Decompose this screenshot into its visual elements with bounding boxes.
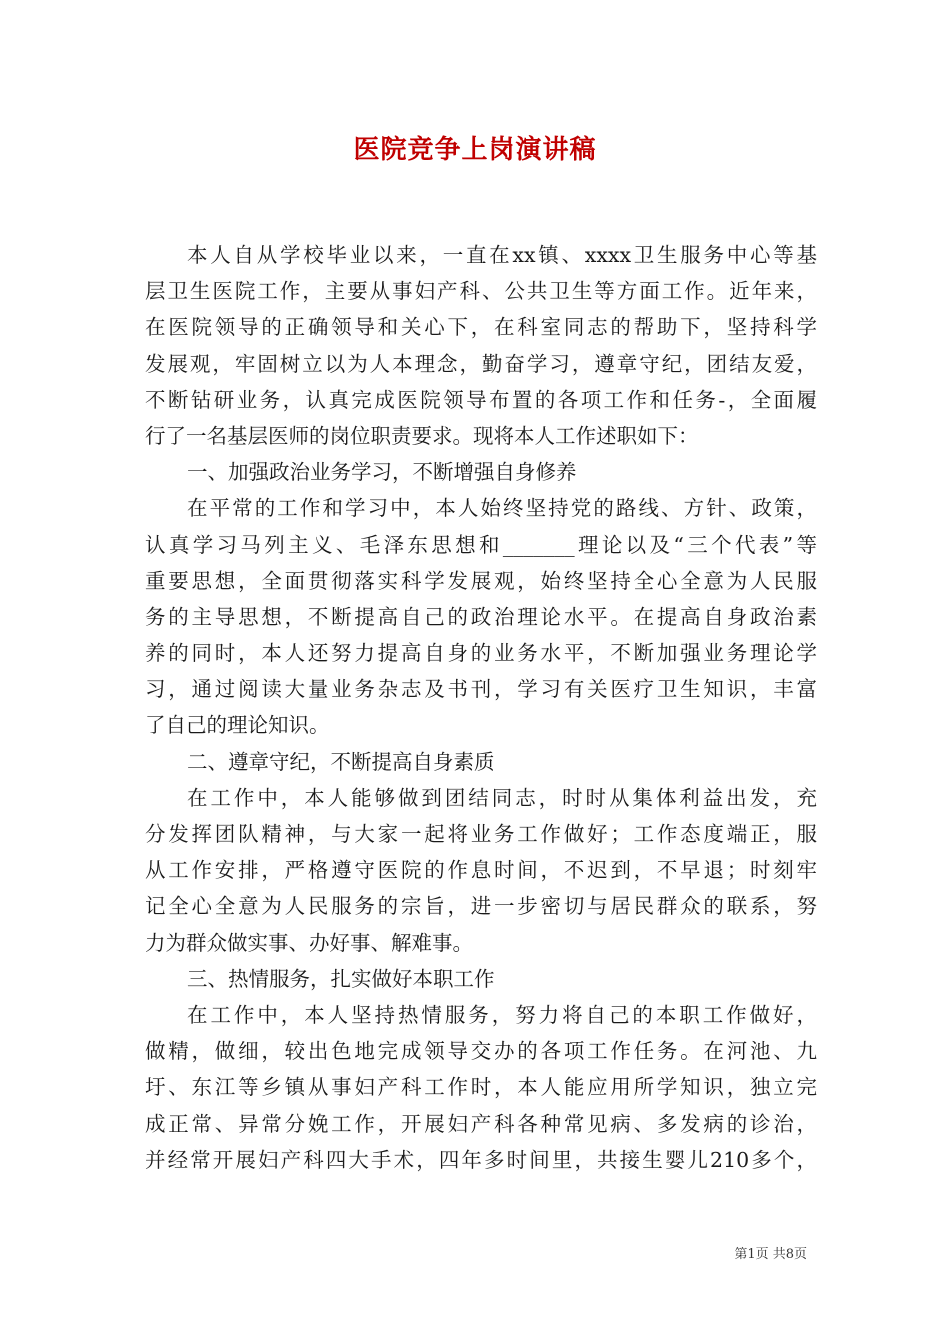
body-line: 力为群众做实事、办好事、解难事。 <box>145 930 473 955</box>
body-line: 在工作中，本人坚持热情服务，努力将自己的本职工作做好， <box>187 1002 817 1027</box>
body-line: 在医院领导的正确领导和关心下，在科室同志的帮助下，坚持科学 <box>145 315 817 340</box>
body-line: 在平常的工作和学习中，本人始终坚持党的路线、方针、政策， <box>187 496 817 521</box>
body-line: 不断钻研业务，认真完成医院领导布置的各项工作和任务-，全面履 <box>145 387 817 412</box>
body-line: 在工作中，本人能够做到团结同志，时时从集体利益出发，充 <box>187 785 817 810</box>
body-line: 分发挥团队精神，与大家一起将业务工作做好；工作态度端正，服 <box>145 822 817 846</box>
body-line: 发展观，牢固树立以为人本理念，勤奋学习，遵章守纪，团结友爱， <box>145 351 817 376</box>
document-body <box>145 237 817 1178</box>
section-heading: 一、加强政治业务学习，不断增强自身修养 <box>187 460 577 485</box>
body-line: 养的同时，本人还努力提高自身的业务水平，不断加强业务理论学 <box>145 641 817 666</box>
body-line: 做精，做细，较出色地完成领导交办的各项工作任务。在河池、九 <box>145 1039 817 1064</box>
body-line: 重要思想，全面贯彻落实科学发展观，始终坚持全心全意为人民服 <box>145 568 817 593</box>
body-line: 行了一名基层医师的岗位职责要求。现将本人工作述职如下： <box>145 423 699 448</box>
body-line: 层卫生医院工作，主要从事妇产科、公共卫生等方面工作。近年来， <box>145 279 817 304</box>
body-line: 了自己的理论知识。 <box>145 713 330 738</box>
body-line: 并经常开展妇产科四大手术，四年多时间里，共接生婴儿210多个， <box>145 1147 817 1172</box>
section-heading: 二、遵章守纪，不断提高自身素质 <box>187 749 495 774</box>
body-line: 成正常、异常分娩工作，开展妇产科各种常见病、多发病的诊治， <box>145 1111 817 1136</box>
body-line: 圩、东江等乡镇从事妇产科工作时，本人能应用所学知识，独立完 <box>145 1075 817 1100</box>
page-number: 第1页 共8页 <box>734 1247 807 1262</box>
section-heading: 三、热情服务，扎实做好本职工作 <box>187 966 495 991</box>
body-line: 务的主导思想，不断提高自己的政治理论水平。在提高自身政治素 <box>145 604 817 629</box>
body-line: 认真学习马列主义、毛泽东思想和_______理论以及“三个代表”等 <box>145 532 817 557</box>
document-title: 医院竞争上岗演讲稿 <box>353 135 597 165</box>
body-line: 从工作安排，严格遵守医院的作息时间，不迟到，不早退；时刻牢 <box>145 858 817 883</box>
body-line: 记全心全意为人民服务的宗旨，进一步密切与居民群众的联系，努 <box>145 894 817 919</box>
body-line: 习，通过阅读大量业务杂志及书刊，学习有关医疗卫生知识，丰富 <box>145 677 817 702</box>
body-line: 本人自从学校毕业以来，一直在xx镇、xxxx卫生服务中心等基 <box>187 243 817 267</box>
